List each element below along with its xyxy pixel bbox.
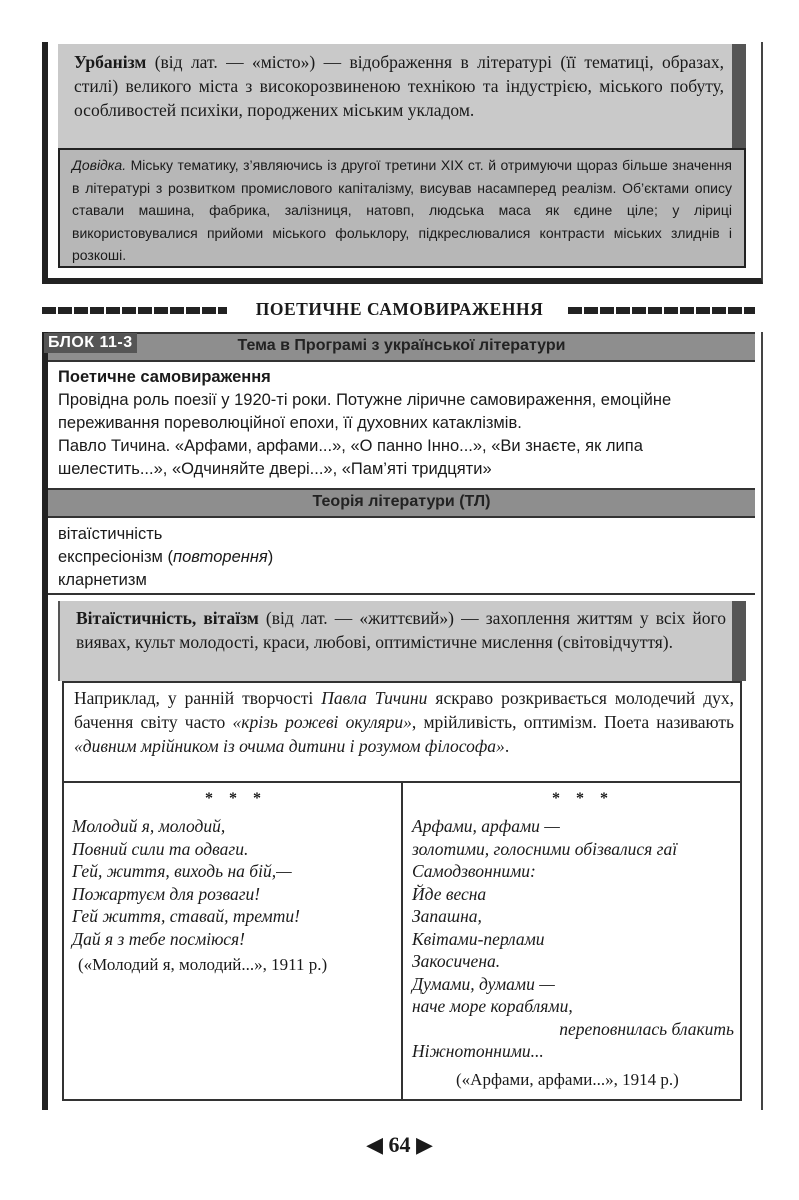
vitaism-definition-box bbox=[58, 601, 746, 681]
example-author: Павла Тичини bbox=[321, 688, 428, 708]
poem-line: переповнилась блакить bbox=[559, 1018, 734, 1039]
topic-description: Провідна роль поезії у 1920-ті роки. Потужне ліричне самовираження, емоційне переживання пореволюційної епохи, її духовних катаклізмів. bbox=[58, 391, 672, 432]
theory-title: Теорія літератури (ТЛ) bbox=[312, 493, 491, 510]
poem-line: Запашна, bbox=[412, 906, 482, 926]
theory-item-text: експресіонізм ( bbox=[58, 548, 173, 566]
vitaism-description: (від лат. — «життєвий») — захоплення життям у всіх його виявах, культ молодості, краси, любові, оптимістичне мислення (світовідчуття). bbox=[76, 608, 726, 652]
theory-list bbox=[58, 523, 748, 592]
poem-line: наче море кораблями, bbox=[412, 996, 573, 1016]
poem-line: Йде весна bbox=[412, 883, 487, 904]
poem-divider bbox=[401, 783, 403, 1101]
topic-works: Павло Тичина. «Арфами, арфами...», «О панно Інно...», «Ви знаєте, як липа шелестить...», «Одчиняйте двері...», «Пам’яті тридцяти» bbox=[58, 437, 643, 478]
divider bbox=[48, 593, 755, 595]
poem-line: Арфами, арфами — bbox=[412, 816, 560, 836]
example-part: яскраво розкривається молодечий дух, бачення світу часто bbox=[74, 688, 734, 732]
topic-heading: Поетичне самовираження bbox=[58, 368, 271, 386]
example-part: , мрійливість, оптимізм. Поета називають bbox=[411, 712, 734, 732]
poem-line: Гей, життя, виходь на бій,— bbox=[72, 861, 292, 881]
poem-line: Самодзвонними: bbox=[412, 861, 536, 881]
poem-line: Повний сили та одваги. bbox=[72, 838, 249, 859]
topic-content bbox=[58, 366, 748, 481]
urbanism-term: Урбанізм bbox=[74, 52, 147, 72]
poem-right-source: («Арфами, арфами...», 1914 р.) bbox=[456, 1070, 679, 1089]
block-label: БЛОК 11-3 bbox=[44, 333, 137, 353]
poem-left bbox=[72, 815, 300, 950]
note-body: Міську тематику, з’являючись із другої третини XIX ст. й отримуючи щораз більше значення в літературі з розвитком промислового капіталізму, висував насамперед реалізм. Об’єктами опису ставали машина, фабрика, залізниця, натовп, людська маса як єдине ціле; у ліриці використовувалися прийоми міського фольклору, підкреслювалися контрасти міських злиднів і розкоші. bbox=[72, 157, 732, 263]
note-label: Довідка. bbox=[72, 157, 127, 173]
poem-line: Квітами-перлами bbox=[412, 928, 545, 949]
example-part: . bbox=[504, 736, 510, 756]
poem-left-source: («Молодий я, молодий...», 1911 р.) bbox=[78, 955, 328, 974]
theory-item: вітаїстичність bbox=[58, 525, 163, 543]
poem-left-stars: * * * bbox=[205, 790, 267, 807]
theory-item bbox=[58, 546, 748, 569]
poem-line: Думами, думами — bbox=[412, 973, 555, 994]
poem-right-stars: * * * bbox=[552, 790, 614, 807]
poem-line: Пожартуєм для розваги! bbox=[72, 883, 261, 904]
topic-title: Тема в Програмі з української літератури bbox=[237, 337, 566, 354]
poem-line: Гей життя, ставай, тремти! bbox=[72, 906, 300, 926]
example-box bbox=[62, 681, 742, 783]
poem-line: Молодий я, молодий, bbox=[72, 816, 226, 836]
poem-line: золотими, голосними обізвалися гаї bbox=[412, 838, 678, 859]
urbanism-definition-box bbox=[58, 44, 746, 148]
poem-line: Ніжнотонними... bbox=[412, 1041, 544, 1061]
poem-line: Дай я з тебе посміюся! bbox=[72, 928, 245, 949]
note-text bbox=[72, 154, 732, 267]
poem-line: Закосичена. bbox=[412, 951, 501, 971]
example-quote: «крізь рожеві окуляри» bbox=[232, 712, 412, 732]
example-quote: «дивним мрійником із очима дитини і розумом філософа» bbox=[74, 736, 505, 756]
theory-item: кларнетизм bbox=[58, 571, 147, 589]
section-title: ПОЕТИЧНЕ САМОВИРАЖЕННЯ bbox=[255, 299, 544, 319]
urbanism-description: (від лат. — «місто») — відображення в літературі (її тематиці, образах, стилі) великого міста з високорозвиненою технікою та індустрією, міського побуту, особливостей психіки, породжених міським укладом. bbox=[74, 52, 724, 120]
poem-right bbox=[412, 815, 734, 1063]
theory-item-note: повторення bbox=[172, 548, 268, 566]
vitaism-term: Вітаїстичність, вітаїзм bbox=[76, 608, 259, 628]
urbanism-definition bbox=[74, 50, 724, 122]
note-box bbox=[58, 148, 746, 268]
theory-item-close: ) bbox=[267, 548, 274, 566]
example-part: Наприклад, у ранній творчості bbox=[74, 688, 322, 708]
vitaism-definition bbox=[76, 606, 726, 654]
example-text bbox=[74, 686, 734, 758]
page-number: ◀ 64 ▶ bbox=[366, 1132, 433, 1157]
